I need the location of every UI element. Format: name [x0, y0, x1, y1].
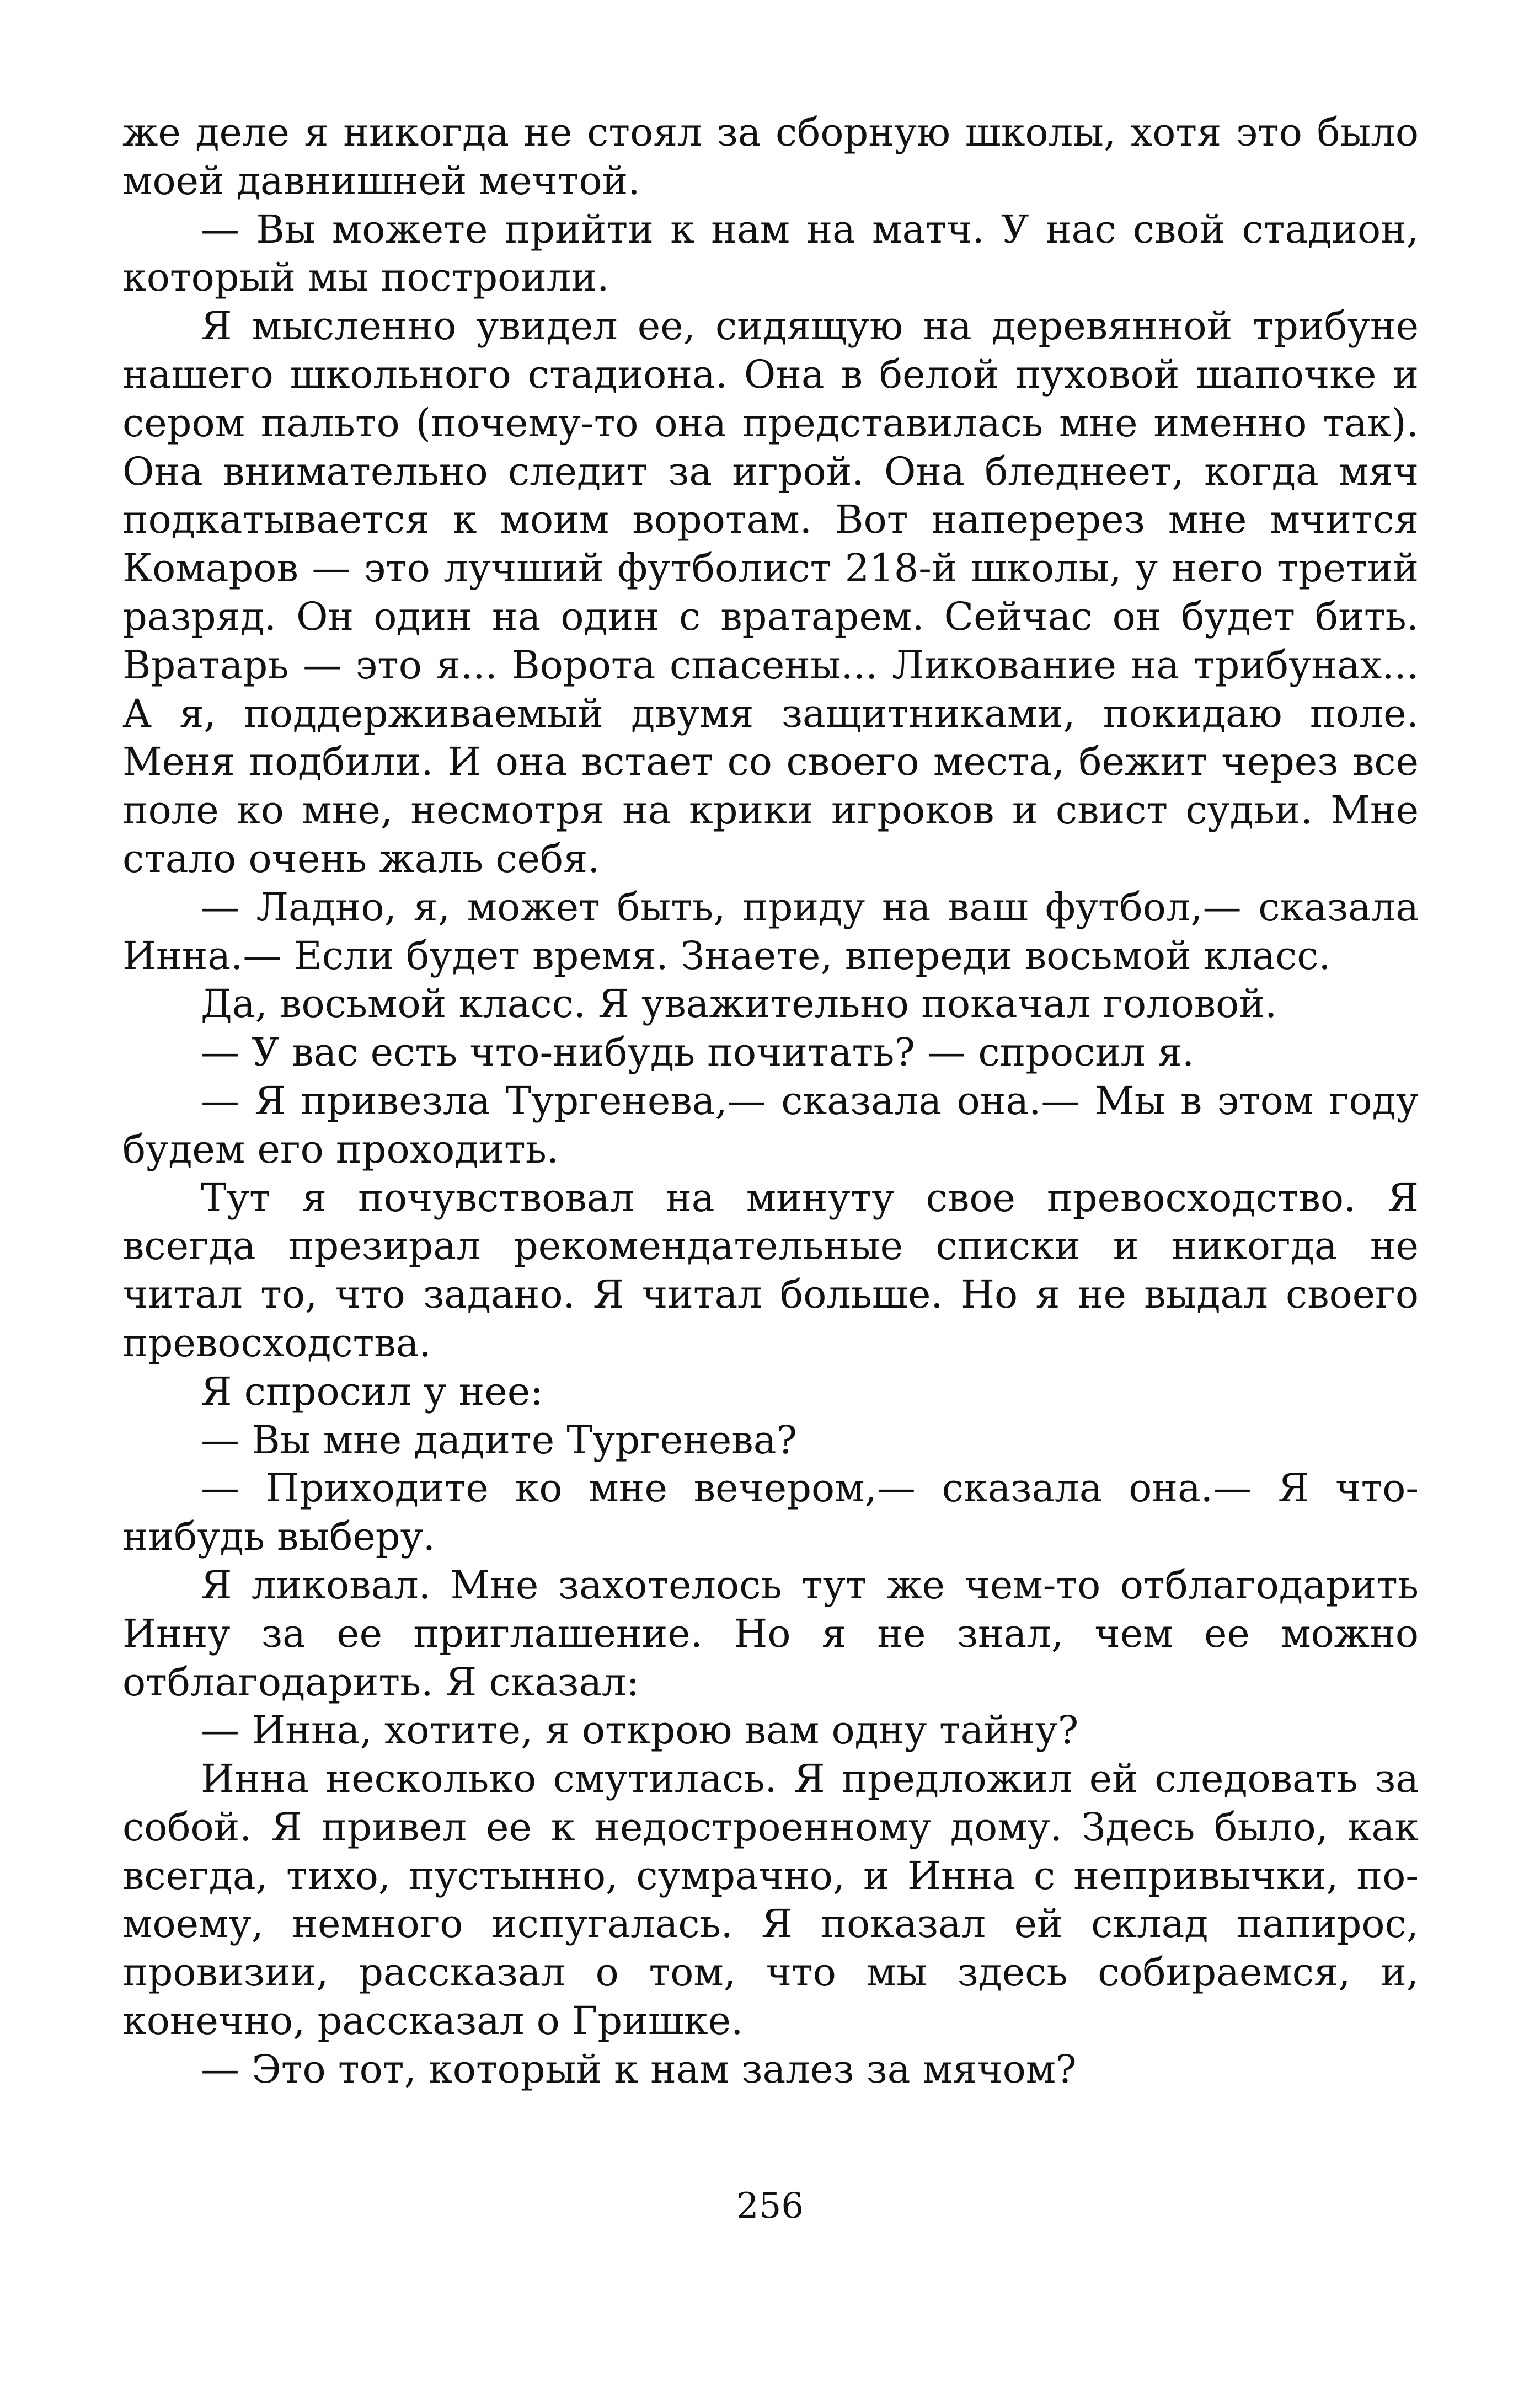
paragraph-superiority: Тут я почувствовал на минуту свое превосходство. Я всегда презирал рекомендательные списки и никогда не читал то, что задано. Я читал больше. Но я не выдал своего превосходства. — [122, 1175, 1419, 1366]
paragraph-unfinished-house: Инна несколько смутилась. Я предложил ей следовать за собой. Я привел ее к недостроенному дому. Здесь было, как всегда, тихо, пустынно, сумрачно, и Инна с непривычки, по-моему, немного испугалась. Я показал ей склад папирос, провизии, рассказал о том, что мы здесь собираемся, и, конечно, рассказал о Гришке. — [122, 1756, 1419, 2044]
paragraph-dialogue-evening: — Приходите ко мне вечером,— сказала она.— Я что-нибудь выберу. — [122, 1465, 1419, 1560]
paragraph-continuation: же деле я никогда не стоял за сборную школы, хотя это было моей давнишней мечтой. — [122, 110, 1419, 204]
paragraph-dialogue-turgenev: — Я привезла Тургенева,— сказала она.— Мы в этом году будем его проходить. — [122, 1078, 1419, 1172]
paragraph-rejoiced: Я ликовал. Мне захотелось тут же чем-то отблагодарить Инну за ее приглашение. Но я не знал, чем ее можно отблагодарить. Я сказал: — [122, 1562, 1419, 1705]
paragraph-dialogue-secret: — Инна, хотите, я открою вам одну тайну? — [201, 1708, 1079, 1753]
body-text — [122, 109, 1419, 2094]
paragraph-dialogue-give: — Вы мне дадите Тургенева? — [201, 1417, 797, 1463]
paragraph-dialogue-ball: — Это тот, который к нам залез за мячом? — [201, 2046, 1077, 2092]
paragraph-dialogue-read: — У вас есть что-нибудь почитать? — спросил я. — [201, 1030, 1195, 1075]
paragraph-dialogue-football: — Ладно, я, может быть, приду на ваш футбол,— сказала Инна.— Если будет время. Знаете, впереди восьмой класс. — [122, 884, 1419, 978]
paragraph-eighth-grade: Да, восьмой класс. Я уважительно покачал головой. — [201, 981, 1277, 1027]
page-number: 256 — [736, 2186, 804, 2227]
paragraph-asked: Я спросил у нее: — [201, 1368, 543, 1414]
paragraph-daydream: Я мысленно увидел ее, сидящую на деревянной трибуне нашего школьного стадиона. Она в белой пуховой шапочке и сером пальто (почему-то она представилась мне именно так). Она внимательно следит за игрой. Она бледнеет, когда мяч подкатывается к моим воротам. Вот наперерез мне мчится Комаров — это лучший футболист 218-й школы, у него третий разряд. Он один на один с вратарем. Сейчас он будет бить. Вратарь — это я... Ворота спасены... Ликование на трибунах... А я, поддерживаемый двумя защитниками, покидаю поле. Меня подбили. И она встает со своего места, бежит через все поле ко мне, несмотря на крики игроков и свист судьи. Мне стало очень жаль себя. — [122, 303, 1419, 881]
paragraph-dialogue-stadium: — Вы можете прийти к нам на матч. У нас свой стадион, который мы построили. — [122, 206, 1419, 301]
